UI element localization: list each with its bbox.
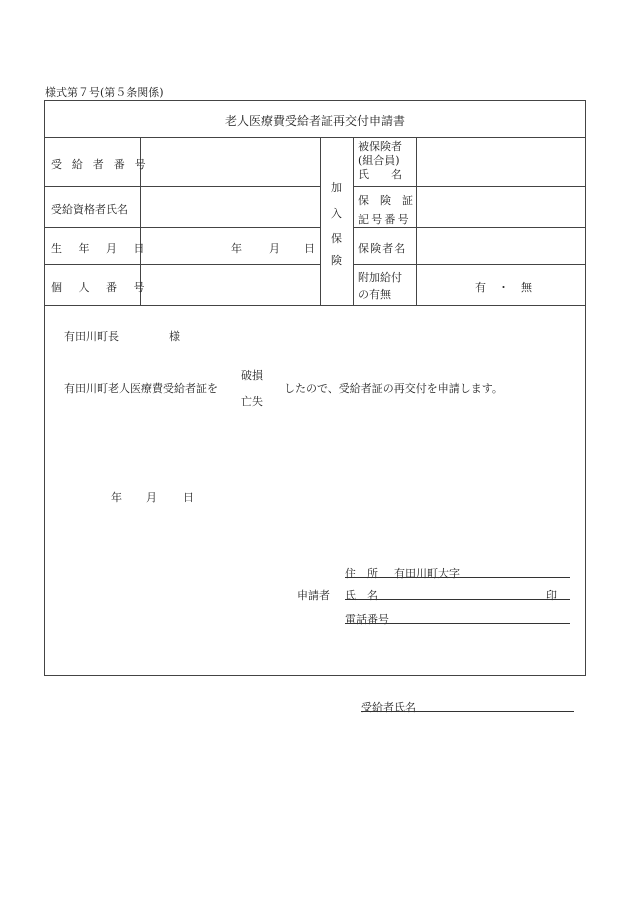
additional-benefit-label — [358, 269, 402, 303]
date-month: 月 — [146, 491, 157, 504]
seal-mark: 印 — [546, 589, 557, 602]
insured-name-label — [358, 140, 402, 182]
addressee: 有田川町長 — [64, 330, 119, 343]
form-title: 老人医療費受給者証再交付申請書 — [224, 114, 405, 128]
cert-number-label-line2: 記号番号 — [358, 213, 411, 226]
reason-damaged[interactable]: 破損 — [241, 369, 263, 382]
insured-name-label-line1: 被保険者 — [358, 140, 402, 153]
insured-name-label-line2: (組合員) — [358, 154, 400, 167]
row-divider-3-right — [353, 264, 585, 265]
insurance-group-char-4: 険 — [331, 254, 342, 267]
birthdate-year: 年 — [231, 242, 242, 255]
recipient-number-label: 受給者番号 — [51, 158, 156, 171]
name-label: 氏 名 — [345, 589, 378, 602]
none-option[interactable]: 無 — [521, 281, 532, 294]
birthdate-label: 生年月日 — [51, 242, 161, 255]
recipient-name-label: 受給資格者氏名 — [51, 203, 128, 216]
recipient-name-field[interactable] — [141, 187, 319, 226]
insured-name-field[interactable] — [417, 138, 584, 185]
table-bottom — [45, 305, 585, 306]
additional-benefit-label-line1: 附加給付 — [358, 271, 402, 284]
address-label: 住 所 — [345, 567, 378, 580]
name-underline[interactable] — [345, 599, 570, 600]
sentence-start: 有田川町老人医療費受給者証を — [64, 382, 218, 395]
insurance-group-char-2: 入 — [331, 207, 342, 220]
address-underline[interactable] — [345, 577, 570, 578]
footer-recipient-name-underline[interactable] — [361, 711, 574, 712]
personal-number-label: 個人番号 — [51, 281, 161, 294]
birthdate-day: 日 — [304, 242, 315, 255]
birthdate-month: 月 — [269, 242, 280, 255]
phone-underline[interactable] — [345, 623, 570, 624]
insurance-group-char-3: 保 — [331, 232, 342, 245]
footer-recipient-name-label: 受給者氏名 — [361, 701, 416, 714]
additional-benefit-label-line2: の有無 — [358, 288, 391, 301]
insurance-group-char-1: 加 — [331, 181, 342, 194]
cert-number-label — [358, 191, 413, 229]
personal-number-field[interactable] — [141, 265, 319, 304]
recipient-number-field[interactable] — [141, 138, 319, 185]
date-year: 年 — [111, 491, 122, 504]
reason-lost[interactable]: 亡失 — [241, 395, 263, 408]
sentence-end: したので、受給者証の再交付を申請します。 — [284, 382, 503, 395]
form-number: 様式第７号(第５条関係) — [45, 86, 164, 99]
honorific: 様 — [169, 330, 180, 343]
has-option[interactable]: 有 — [475, 281, 486, 294]
cert-number-field[interactable] — [417, 187, 584, 226]
insurer-name-label: 保険者名 — [358, 242, 407, 255]
date-day: 日 — [183, 491, 194, 504]
col-divider-group-right — [353, 137, 354, 305]
insured-name-label-line3: 氏 名 — [358, 168, 402, 181]
phone-label: 電話番号 — [345, 613, 389, 626]
option-separator: ・ — [498, 281, 509, 294]
address-value: 有田川町大字 — [394, 567, 460, 580]
form-frame — [44, 100, 586, 676]
cert-number-label-line1: 保 険 証 — [358, 194, 413, 207]
row-divider-2-left — [45, 227, 320, 228]
insurer-name-field[interactable] — [417, 228, 584, 263]
applicant-label: 申請者 — [297, 589, 330, 602]
col-divider-group-left — [320, 137, 321, 305]
